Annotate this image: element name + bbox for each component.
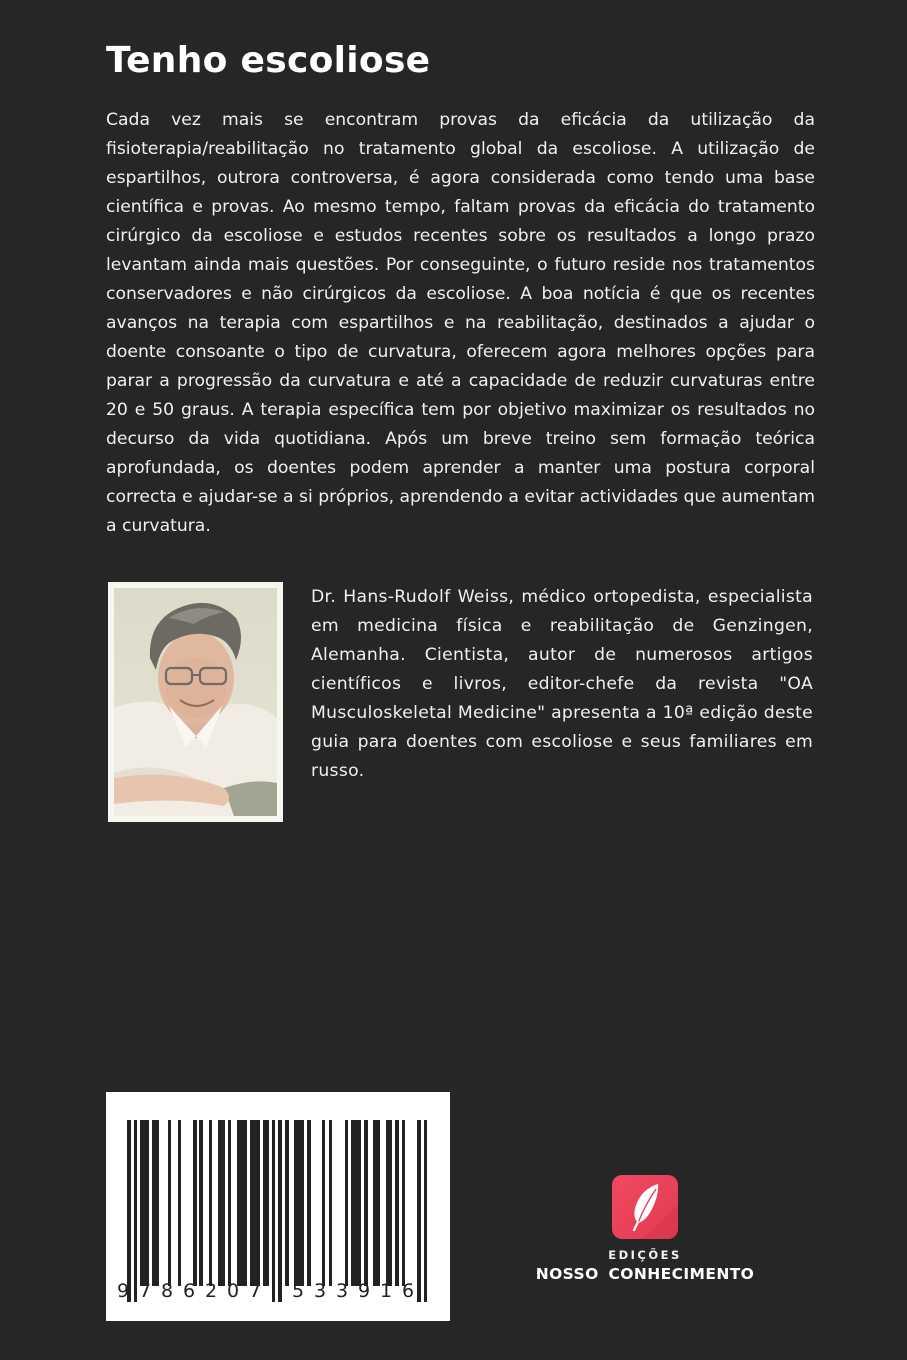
barcode-digit: 6 (402, 1280, 415, 1302)
barcode-digit: 9 (358, 1280, 371, 1302)
author-bio: Dr. Hans-Rudolf Weiss, médico ortopedista, especialista em medicina física e reabilitação de Genzingen, Alemanha. Cientista, autor de numerosos artigos científicos e livros, editor-chefe da revista "OA Musculoskeletal Medicine" apresenta a 10ª edição deste guia para doentes com escoliose e seus familiares em russo. (311, 587, 813, 781)
barcode-digit: 1 (380, 1280, 393, 1302)
publisher-label: EDIÇÕES (608, 1248, 682, 1262)
publisher-name: NOSSO CONHECIMENTO (535, 1265, 755, 1283)
barcode-digit: 6 (183, 1280, 196, 1302)
author-portrait-icon (114, 588, 277, 816)
barcode-digit: 8 (161, 1280, 174, 1302)
book-blurb: Cada vez mais se encontram provas da eficácia da utilização da fisioterapia/reabilitação no tratamento global da escoliose. A utilização de espartilhos, outrora controversa, é agora considerada como tendo uma base científica e provas. Ao mesmo tempo, faltam provas da eficácia do tratamento cirúrgico da escoliose e estudos recentes sobre os resultados a longo prazo levantam ainda mais questões. Por conseguinte, o futuro reside nos tratamentos conservadores e não cirúrgicos da escoliose. A boa notícia é que os recentes avanços na terapia com espartilhos e na reabilitação, destinados a ajudar o doente consoante o tipo de curvatura, oferecem agora melhores opções para parar a progressão da curvatura e até a capacidade de reduzir curvaturas entre 20 e 50 graus. A terapia específica tem por objetivo maximizar os resultados no decurso da vida quotidiana. Após um breve treino sem formação teórica aprofundada, os doentes podem aprender a manter uma postura corporal correcta e ajudar-se a si próprios, aprendendo a evitar actividades que aumentam a curvatura. (106, 110, 815, 536)
publisher-logo (530, 1175, 760, 1283)
barcode-digit: 3 (336, 1280, 349, 1302)
barcode-digit: 0 (227, 1280, 240, 1302)
barcode-digit: 7 (249, 1280, 262, 1302)
barcode-digit: 3 (314, 1280, 327, 1302)
barcode-digits (106, 1092, 450, 1321)
feather-icon (612, 1175, 678, 1239)
isbn-barcode (106, 1092, 450, 1321)
book-title: Tenho escoliose (106, 40, 431, 81)
barcode-digit: 9 (117, 1280, 130, 1302)
barcode-digit: 5 (292, 1280, 305, 1302)
barcode-digit: 2 (205, 1280, 218, 1302)
barcode-digit: 7 (139, 1280, 152, 1302)
author-photo (114, 588, 277, 816)
author-photo-frame (108, 582, 283, 822)
